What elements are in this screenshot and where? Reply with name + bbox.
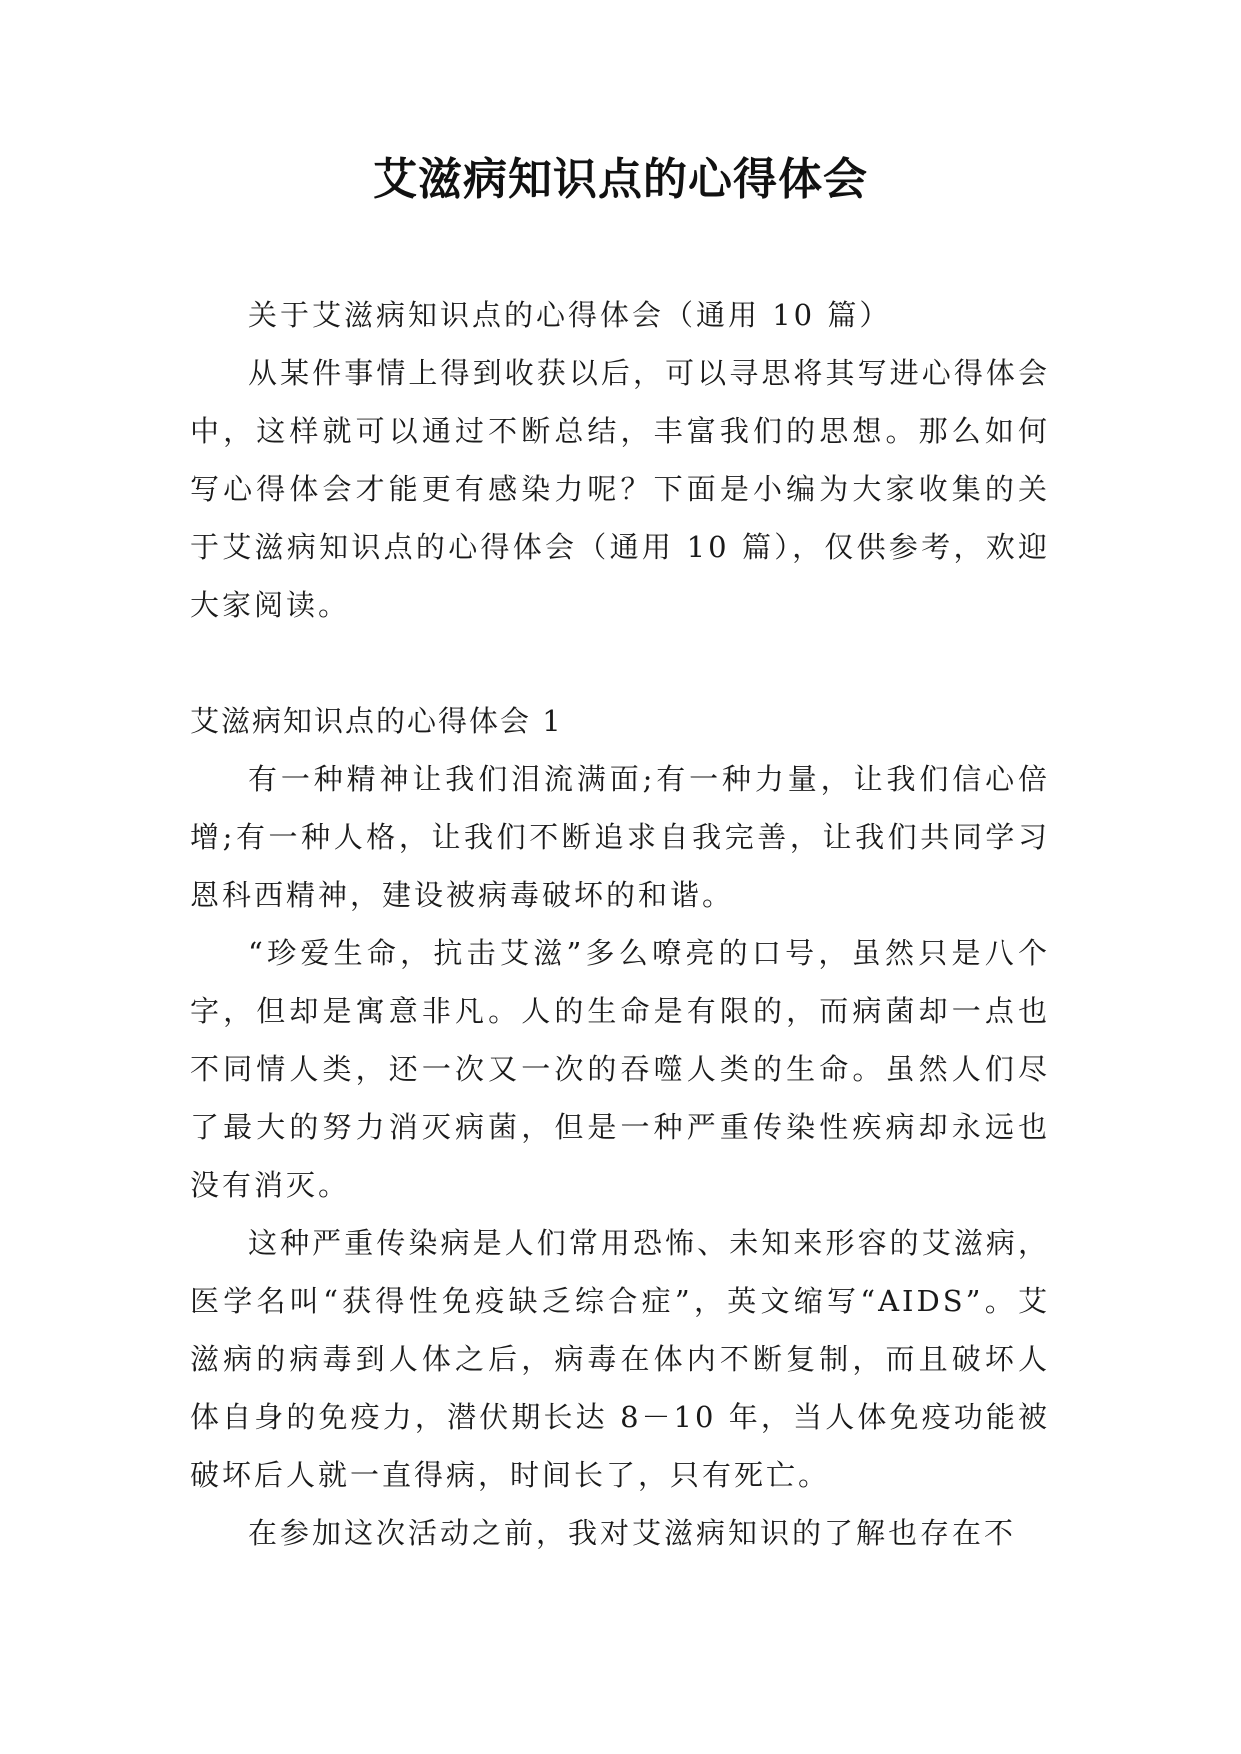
body-paragraph: 有一种精神让我们泪流满面;有一种力量，让我们信心倍增;有一种人格，让我们不断追求自我完善，让我们共同学习恩科西精神，建设被病毒破坏的和谐。 [190, 762, 1050, 912]
document-subtitle: 关于艾滋病知识点的心得体会（通用 10 篇） [248, 298, 892, 332]
document-body [190, 286, 1050, 1562]
document-title: 艾滋病知识点的心得体会 [373, 154, 868, 205]
body-paragraph: “珍爱生命，抗击艾滋”多么嘹亮的口号，虽然只是八个字，但却是寓意非凡。人的生命是有限的，而病菌却一点也不同情人类，还一次又一次的吞噬人类的生命。虽然人们尽了最大的努力消灭病菌，但是一种严重传染性疾病却永远也没有消灭。 [190, 936, 1050, 1202]
body-paragraph: 这种严重传染病是人们常用恐怖、未知来形容的艾滋病，医学名叫“获得性免疫缺乏综合症”，英文缩写“AIDS”。艾滋病的病毒到人体之后，病毒在体内不断复制，而且破坏人体自身的免疫力，潜伏期长达 8－10 年，当人体免疫功能被破坏后人就一直得病，时间长了，只有死亡。 [190, 1226, 1050, 1492]
intro-paragraph: 从某件事情上得到收获以后，可以寻思将其写进心得体会中，这样就可以通过不断总结，丰富我们的思想。那么如何写心得体会才能更有感染力呢？下面是小编为大家收集的关于艾滋病知识点的心得体会（通用 10 篇），仅供参考，欢迎大家阅读。 [190, 356, 1050, 622]
section-heading: 艾滋病知识点的心得体会 1 [190, 704, 563, 738]
body-paragraph: 在参加这次活动之前，我对艾滋病知识的了解也存在不 [248, 1516, 1017, 1550]
